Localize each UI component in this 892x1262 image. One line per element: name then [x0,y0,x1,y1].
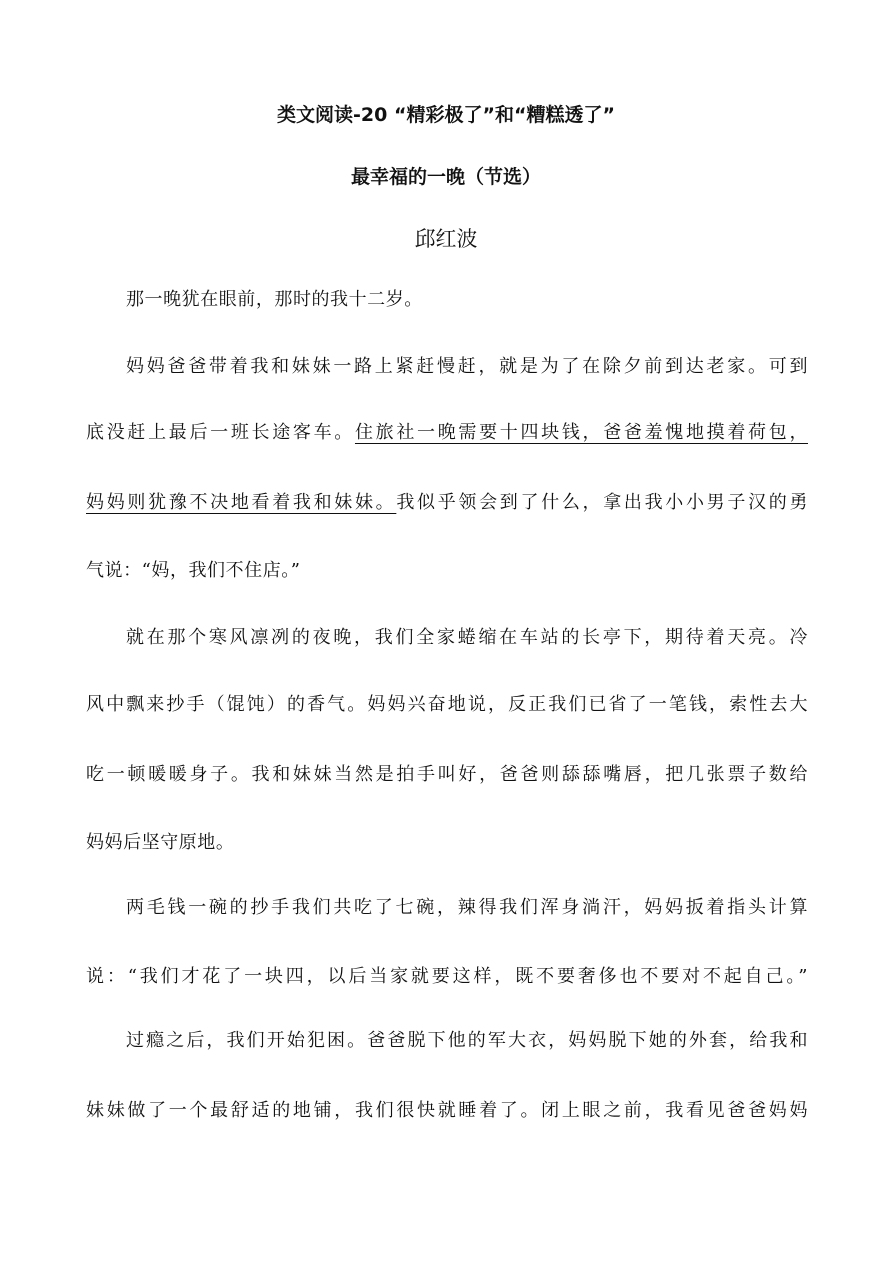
paragraph-line: 两毛钱一碗的抄手我们共吃了七碗，辣得我们浑身淌汗，妈妈扳着指头计算 [126,897,808,918]
paragraph-line: 妈妈后坚守原地。 [86,832,235,853]
paragraph-text: 底没赶上最后一班长途客车。 [86,422,355,443]
paragraph-line: 妹妹做了一个最舒适的地铺，我们很快就睡着了。闭上眼之前，我看见爸爸妈妈 [86,1100,808,1121]
paragraph-text: 我似乎领会到了什么，拿出我小小男子汉的勇 [396,492,808,513]
paragraph-line: 吃一顿暖暖身子。我和妹妹当然是拍手叫好，爸爸则舔舔嘴唇，把几张票子数给 [86,764,808,785]
document-title: 类文阅读-20 “精彩极了”和“糟糕透了” [277,104,615,126]
article-author: 邱红波 [414,227,478,251]
paragraph-line: 那一晚犹在眼前，那时的我十二岁。 [126,289,423,310]
paragraph-line [86,488,808,514]
underlined-sentence: 妈妈则犹豫不决地看着我和妹妹。 [86,492,397,513]
paragraph-line: 说：“我们才花了一块四，以后当家就要这样，既不要奢侈也不要对不起自己。” [86,966,808,987]
paragraph-line: 妈妈爸爸带着我和妹妹一路上紧赶慢赶，就是为了在除夕前到达老家。可到 [126,356,808,377]
underlined-sentence: 住旅社一晚需要十四块钱，爸爸羞愧地摸着荷包， [354,422,808,443]
paragraph-line: 过瘾之后，我们开始犯困。爸爸脱下他的军大衣，妈妈脱下她的外套，给我和 [126,1030,808,1051]
paragraph-line: 就在那个寒风凛冽的夜晚，我们全家蜷缩在车站的长亭下，期待着天亮。冷 [126,627,808,648]
article-title: 最幸福的一晚（节选） [350,166,541,188]
paragraph-line [86,418,808,444]
paragraph-line: 气说：“妈，我们不住店。” [86,560,301,581]
paragraph-line: 风中飘来抄手（馄饨）的香气。妈妈兴奋地说，反正我们已省了一笔钱，索性去大 [86,694,808,715]
